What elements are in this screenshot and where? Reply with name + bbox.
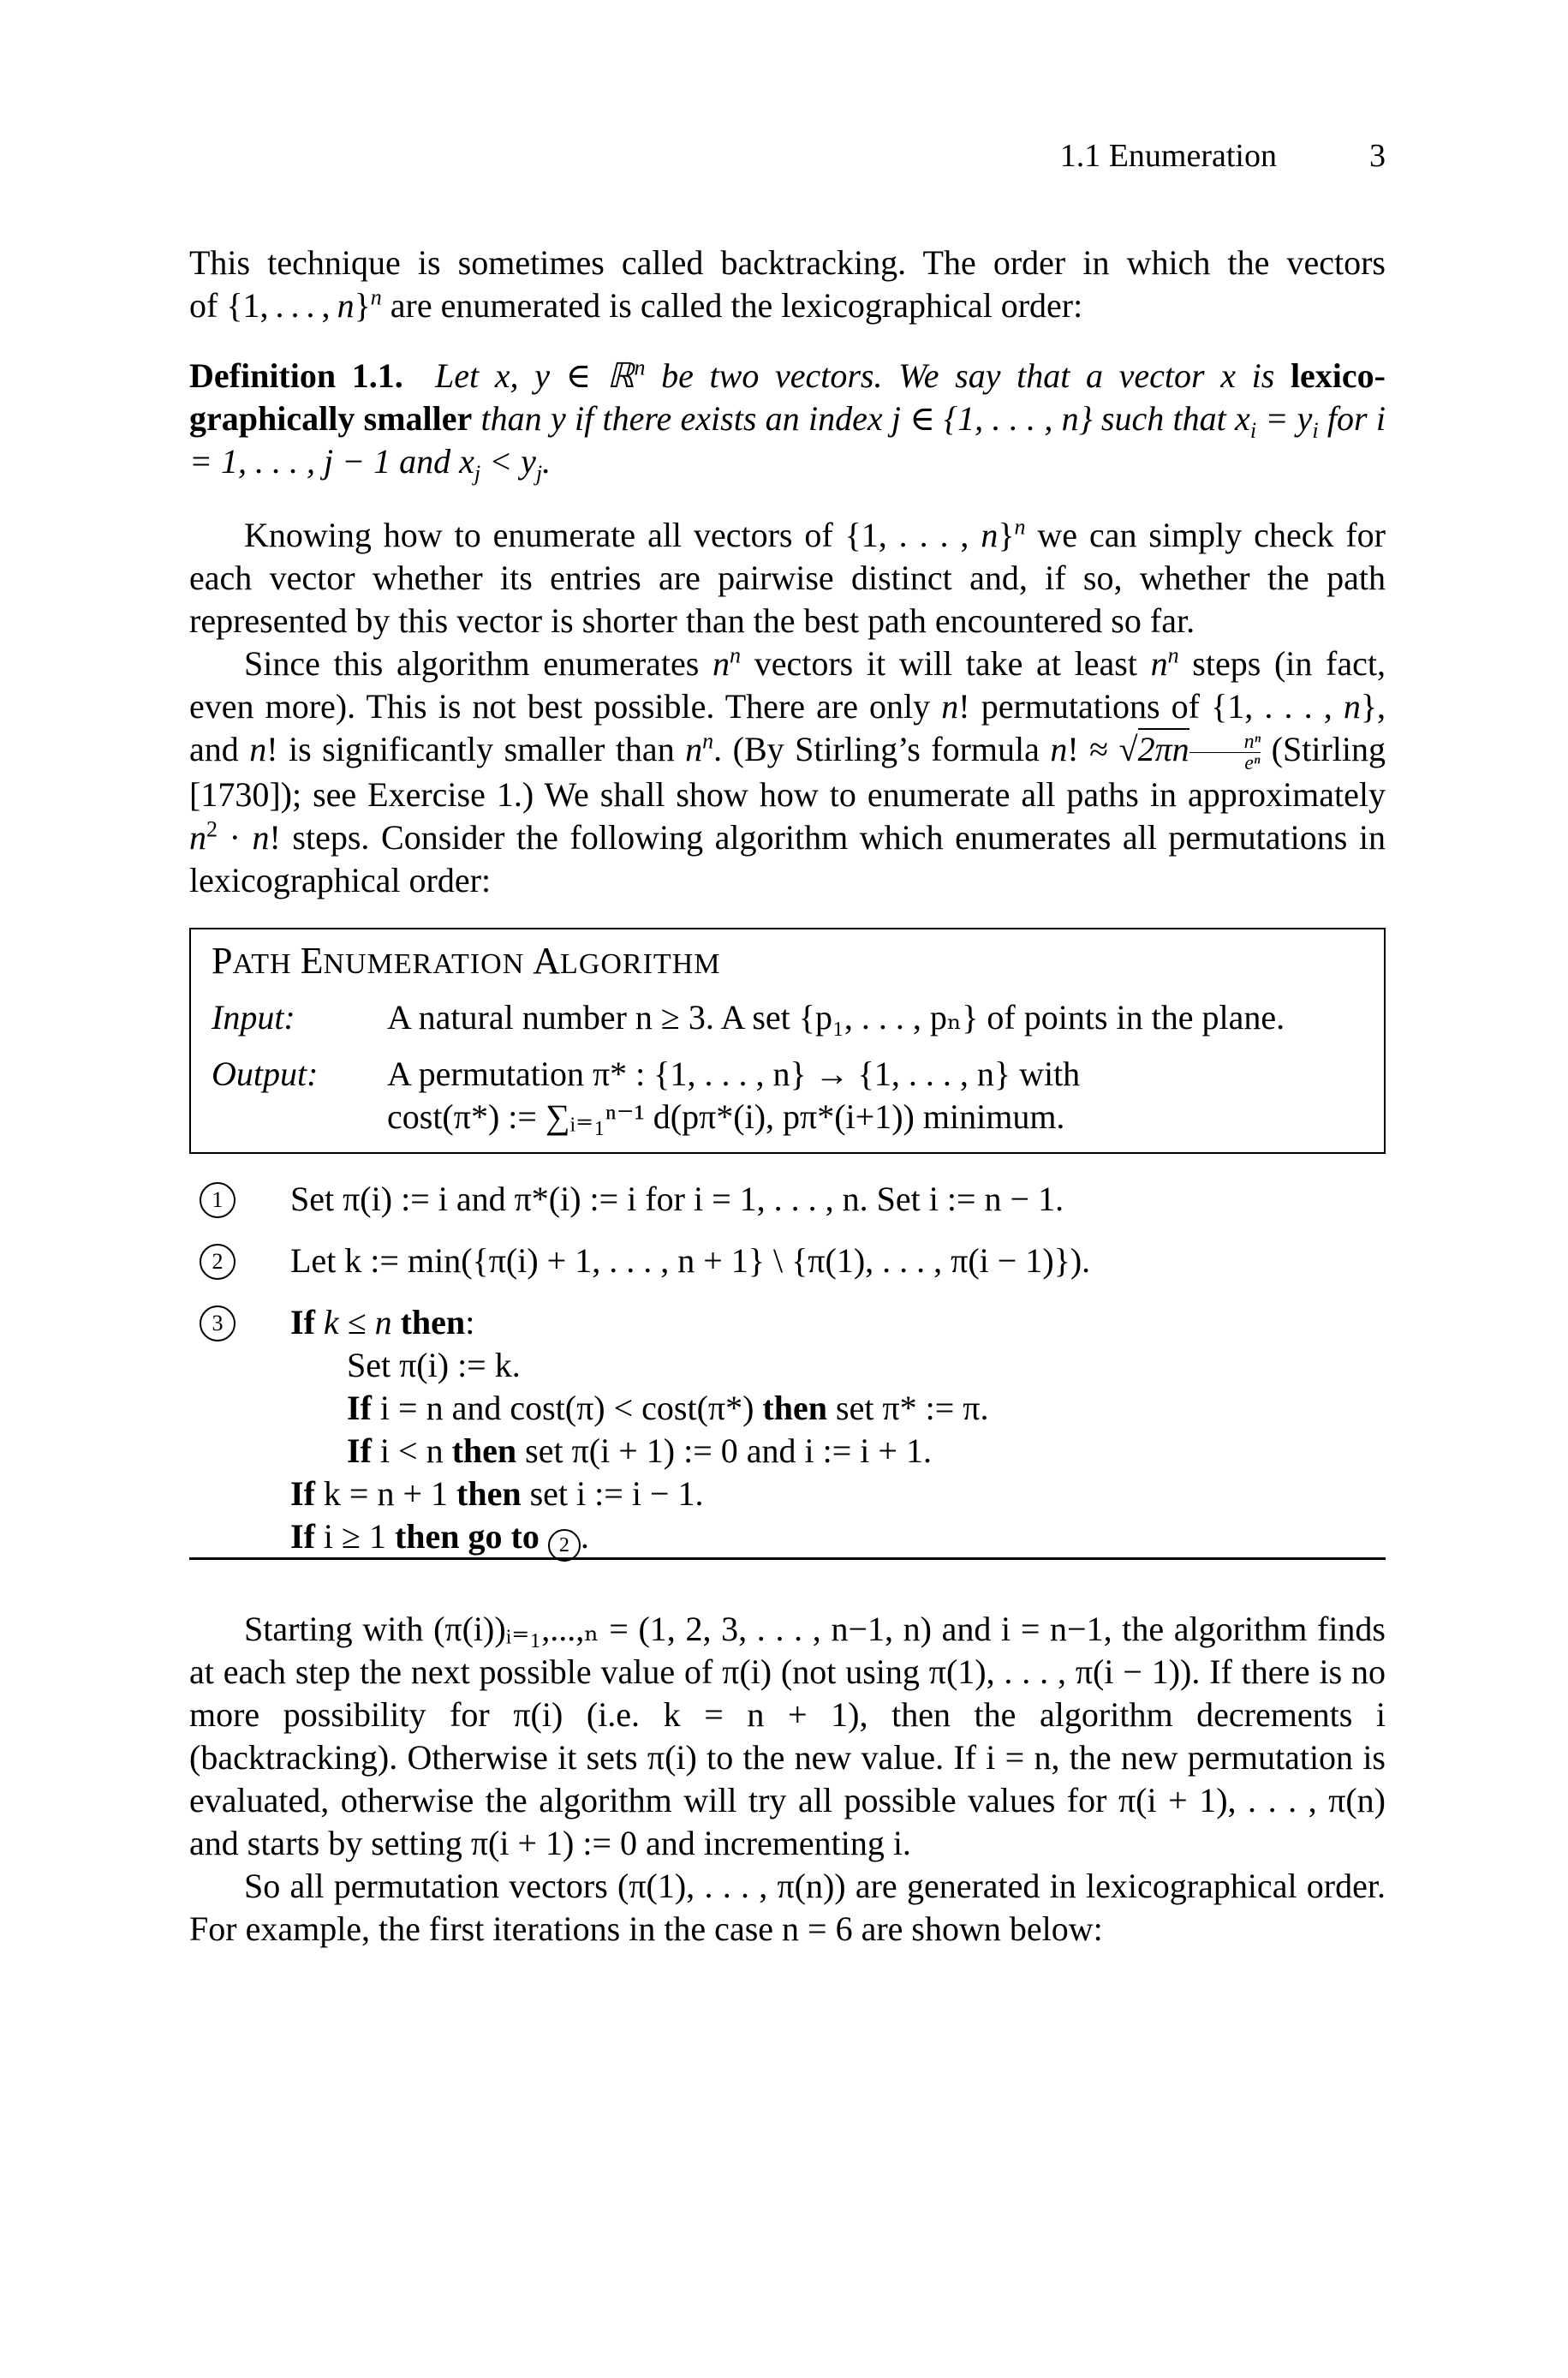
intro-paragraph [189,242,1386,327]
paragraph: Since this algorithm enumerates $n^n$ vectors it will take at least $n^n$ steps (in fact, even more). This is not best possible. There are only n! permutations of {1, . . . , n}, and n! is significantly smaller than $n^n$. (By Stirling’s formula n! ≈ √2πn $\frac{\text{nⁿ}}{\text{eⁿ}}$ (Stirling [1730]); see Exercise 1.) We shall show how to enumerate all paths in approximately $n^2 \cdot n$! steps. Consider the following algorithm which enumerates all permutations in lexicographical order: [189,642,1386,900]
intro-line: This technique is sometimes called backtracking. The order in which the vectors [189,243,1386,282]
running-header [189,135,1386,176]
intro-line: of {1, . . . , n}$^n$ are enumerated is called the lexicographical order: [189,284,1083,325]
output-label: Output: [212,1055,319,1093]
section-title: 1.1 Enumeration [1059,138,1277,174]
input-label: Input: [212,998,295,1037]
paragraph-starting [189,1608,1386,1865]
step-2: 2 Let k := min({π(i) + 1, . . . , n + 1} \ {π(1), . . . , π(i − 1)}). [189,1240,1386,1301]
paragraph-knowing [189,514,1386,642]
step-reference-circle: 2 [548,1529,581,1562]
paragraph-since [189,642,1386,902]
page-number: 3 [1369,138,1386,174]
step-number-circle: 2 [200,1244,235,1280]
paragraph: Starting with (π(i))ᵢ₌₁,...,ₙ = (1, 2, 3, . . . , n−1, n) and i = n−1, the algorithm finds at each step the next possible value of π(i) (not using π(1), . . . , π(i − 1)). If there is no more possibility for π(i) (i.e. k = n + 1), then the algorithm decrements i (backtracking). Otherwise it sets π(i) to the new value. If i = n, the new permutation is evaluated, otherwise the algorithm will try all possible values for π(i + 1), . . . , π(n) and starts by setting π(i + 1) := 0 and incrementing i. [189,1610,1386,1862]
definition-block [189,355,1386,486]
step-3-line: If i < n then set π(i + 1) := 0 and i := i + 1. [347,1431,932,1470]
output-text: A permutation π* : {1, . . . , n} → {1, . . . , n} with cost(π*) := ∑ᵢ₌₁ⁿ⁻¹ d(pπ*(i), pπ*(i+1)) minimum. [387,1055,1081,1136]
step-3: 3 If k ≤ n then: Set π(i) := k. If i = n and cost(π) < cost(π*) then set π* := π. If i < n then set π(i + 1) := 0 and i := i + 1. If k = n + 1 then set i := i − 1. If i ≥ 1 then go to 2 . [189,1301,1386,1562]
step-3-line: If i = n and cost(π) < cost(π*) then set π* := π. [347,1389,989,1427]
step-number-circle: 1 [200,1182,235,1218]
algorithm-box [189,928,1386,1154]
definition-term: lexico-graphically smaller [189,356,1386,438]
step-3-line: If k = n + 1 then set i := i − 1. [290,1474,704,1513]
paragraph-so-all [189,1865,1386,1951]
definition-label: Definition 1.1. [189,356,403,395]
algorithm-end-rule [189,1557,1386,1560]
algorithm-steps [189,1178,1386,1562]
step-number-circle: 3 [200,1306,235,1341]
algorithm-title: PATH ENUMERATION ALGORITHM [212,940,721,982]
step-3-line: If i ≥ 1 then go to 2 . [290,1515,1386,1562]
definition-text: Definition 1.1. Let x, y ∈ ℝ$^n$ be two vectors. We say that a vector x is lexico-graphically smaller than y if there exists an index j ∈ {1, . . . , n} such that $x_i = y_i$ for i = 1, . . . , j − 1 and $x_j < y_j$. [189,355,1386,486]
stirling-fraction: $\frac{\text{nⁿ}}{\text{eⁿ}}$ [1189,732,1261,774]
paragraph: Knowing how to enumerate all vectors of {1, . . . , n}$^n$ we can simply check for each vector whether its entries are pairwise distinct and, if so, whether the path represented by this vector is shorter than the best path encountered so far. [189,514,1386,640]
paragraph: So all permutation vectors (π(1), . . . , π(n)) are generated in lexicographical order. For example, the first iterations in the case n = 6 are shown below: [189,1867,1386,1948]
input-text: A natural number n ≥ 3. A set {p₁, . . . , pₙ} of points in the plane. [387,998,1285,1037]
step-1: 1 Set π(i) := i and π*(i) := i for i = 1, . . . , n. Set i := n − 1. [189,1178,1386,1240]
step-3-line: Set π(i) := k. [347,1346,521,1384]
